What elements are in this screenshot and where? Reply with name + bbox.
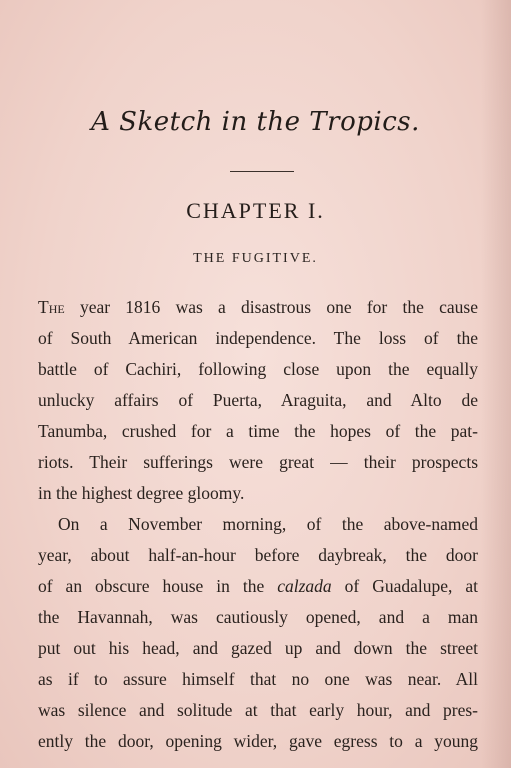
page-edge-shadow [481, 0, 511, 768]
text-line: of South American independence. The loss of the [38, 328, 478, 348]
text-line: put out his head, and gazed up and down the street [38, 638, 478, 658]
drop-word: The [38, 297, 65, 317]
text-line: year, about half-an-hour before daybreak, the door [38, 545, 478, 565]
show-through-text [40, 0, 480, 95]
text-line: Tanumba, crushed for a time the hopes of the pat- [38, 421, 478, 441]
chapter-heading: CHAPTER I. [186, 198, 325, 223]
text-line: of an obscure house in the calzada of Guadalupe, at [38, 576, 478, 596]
text-line: On a November morning, of the above-named [58, 514, 478, 534]
text-line: unlucky affairs of Puerta, Araguita, and Alto de [38, 390, 478, 410]
book-title: A Sketch in the Tropics. [91, 107, 420, 137]
text-line: riots. Their sufferings were great — their prospects [38, 452, 478, 472]
chapter-subtitle: THE FUGITIVE. [193, 251, 318, 266]
text-line: battle of Cachiri, following close upon the equally [38, 359, 478, 379]
text-line: as if to assure himself that no one was near. All [38, 669, 478, 689]
text-line: The year 1816 was a disastrous one for the cause [38, 297, 478, 317]
text-line: the Havannah, was cautiously opened, and a man [38, 607, 478, 627]
text-line: ently the door, opening wider, gave egress to a young [38, 731, 478, 751]
text-line: in the highest degree gloomy. [38, 483, 245, 503]
text-line: was silence and solitude at that early hour, and pres- [38, 700, 478, 720]
paragraph-1 [38, 292, 478, 509]
title-rule [230, 171, 294, 172]
paragraph-2 [38, 509, 478, 757]
